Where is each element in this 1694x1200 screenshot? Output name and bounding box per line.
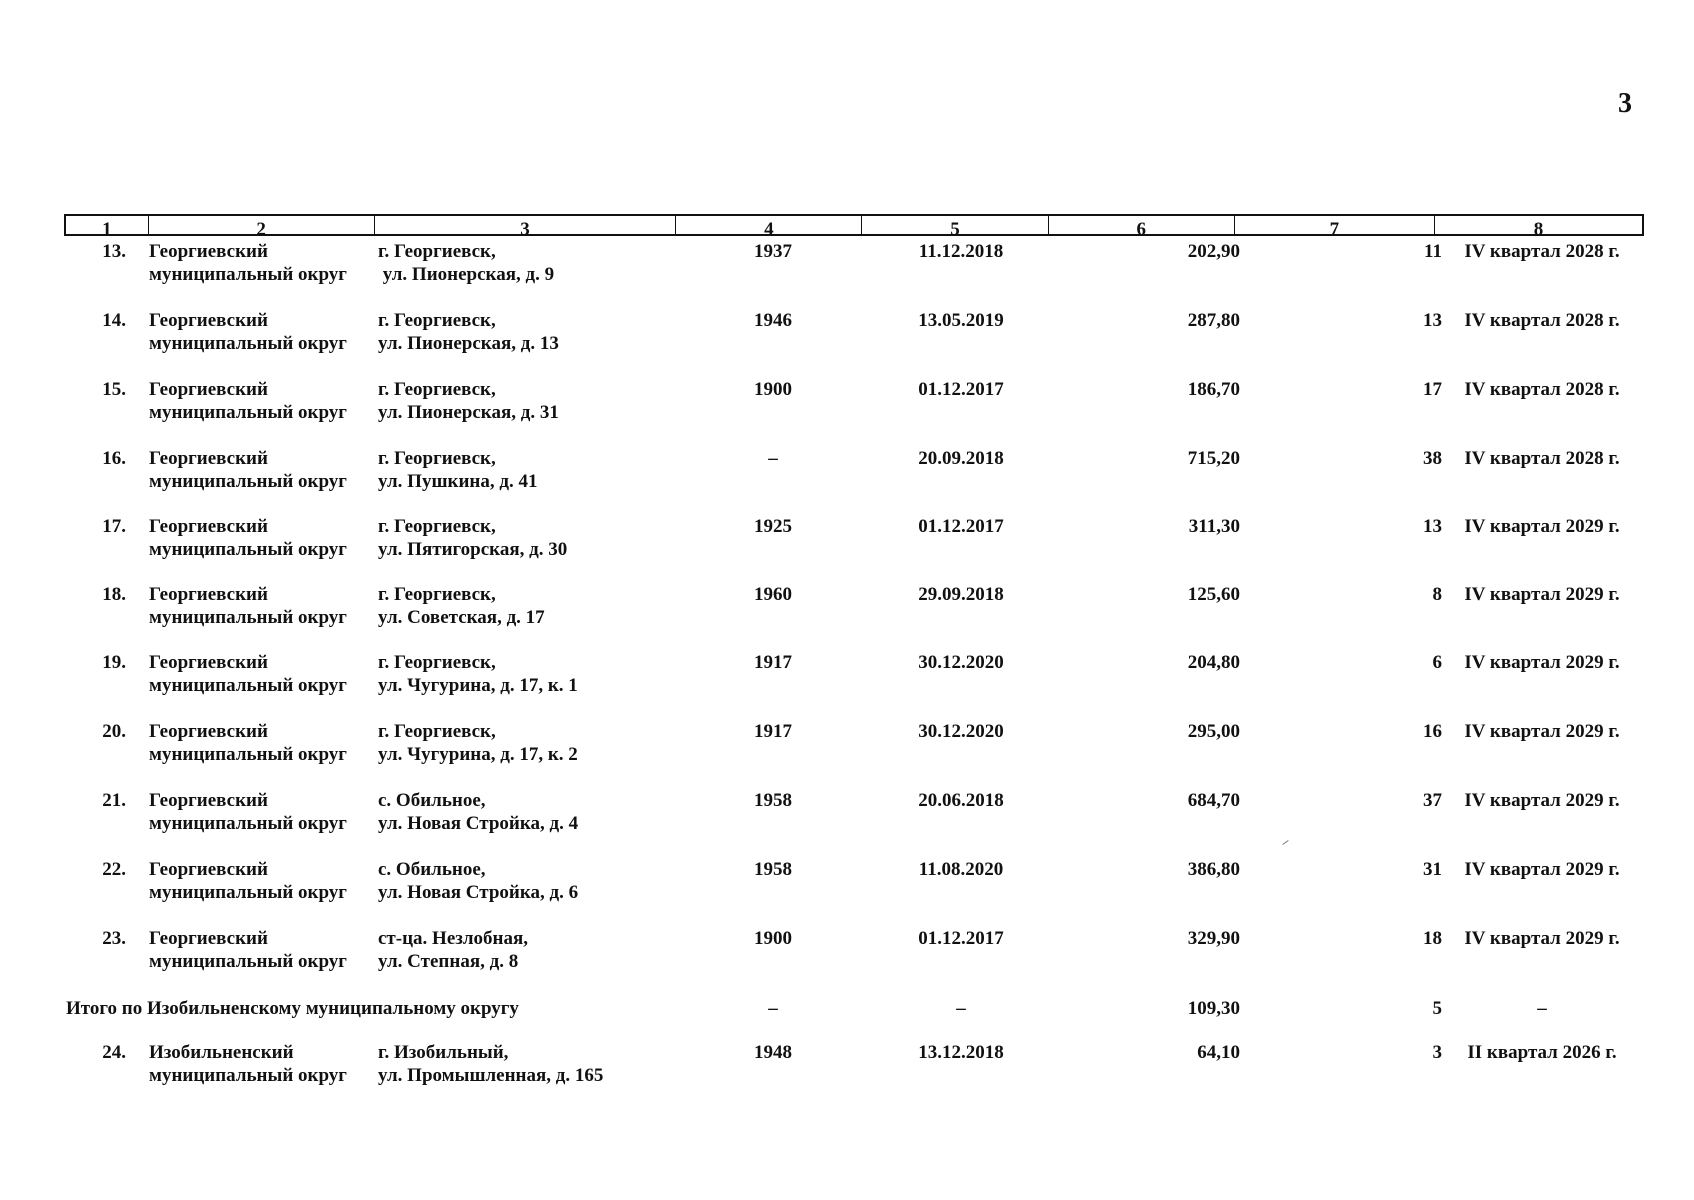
district-line-2: муниципальный округ <box>149 539 347 560</box>
address-line-2: ул. Пионерская, д. 9 <box>378 264 555 285</box>
area: 125,60 <box>1187 584 1240 605</box>
table-row <box>0 583 1694 643</box>
table-row <box>0 720 1694 780</box>
row-number: 20. <box>102 721 126 742</box>
area: 287,80 <box>1187 310 1240 331</box>
total-residents: 5 <box>1432 998 1442 1019</box>
district-line-2: муниципальный округ <box>149 1065 347 1086</box>
district-name <box>149 240 347 286</box>
row-number: 24. <box>102 1042 126 1063</box>
address-line-2: ул. Советская, д. 17 <box>378 607 545 628</box>
district-line-2: муниципальный округ <box>149 333 347 354</box>
resettlement-term: IV квартал 2029 г. <box>1464 652 1620 673</box>
address <box>378 858 578 904</box>
header-col-4: 4 <box>676 216 862 236</box>
district-name <box>149 378 347 424</box>
district-line-2: муниципальный округ <box>149 744 347 765</box>
resettlement-term: IV квартал 2029 г. <box>1464 721 1620 742</box>
district-name <box>149 583 347 629</box>
recognition-date: 01.12.2017 <box>918 379 1004 400</box>
district-name <box>149 927 347 973</box>
area: 311,30 <box>1188 516 1240 537</box>
address-line-2: ул. Пятигорская, д. 30 <box>378 539 568 560</box>
resettlement-term: IV квартал 2029 г. <box>1464 584 1620 605</box>
header-col-6: 6 <box>1049 216 1235 236</box>
table-row <box>0 927 1694 987</box>
table-row <box>0 1041 1694 1101</box>
year-built: 1958 <box>754 790 792 811</box>
area: 204,80 <box>1187 652 1240 673</box>
residents-count: 31 <box>1423 859 1442 880</box>
total-row <box>0 997 1694 1025</box>
address-line-2: ул. Пионерская, д. 13 <box>378 333 559 354</box>
district-line-1: Георгиевский <box>149 516 268 537</box>
row-number: 15. <box>102 379 126 400</box>
address-line-1: г. Георгиевск, <box>378 310 496 331</box>
recognition-date: 13.05.2019 <box>918 310 1004 331</box>
district-line-1: Георгиевский <box>149 241 268 262</box>
table-row <box>0 515 1694 575</box>
residents-count: 8 <box>1432 584 1442 605</box>
resettlement-term: IV квартал 2029 г. <box>1464 859 1620 880</box>
header-col-2: 2 <box>149 216 375 236</box>
header-col-3: 3 <box>375 216 677 236</box>
district-name <box>149 858 347 904</box>
district-line-1: Георгиевский <box>149 652 268 673</box>
address <box>378 583 545 629</box>
district-name <box>149 720 347 766</box>
resettlement-term: II квартал 2026 г. <box>1467 1042 1617 1063</box>
resettlement-term: IV квартал 2029 г. <box>1464 928 1620 949</box>
residents-count: 16 <box>1423 721 1442 742</box>
year-built: 1960 <box>754 584 792 605</box>
district-name <box>149 1041 347 1087</box>
area: 64,10 <box>1197 1042 1240 1063</box>
area: 295,00 <box>1187 721 1240 742</box>
district-line-2: муниципальный округ <box>149 607 347 628</box>
header-col-5: 5 <box>862 216 1048 236</box>
district-line-1: Георгиевский <box>149 721 268 742</box>
year-built: 1917 <box>754 652 792 673</box>
residents-count: 18 <box>1423 928 1442 949</box>
table-row <box>0 240 1694 300</box>
address <box>378 515 567 561</box>
area: 715,20 <box>1187 448 1240 469</box>
residents-count: 13 <box>1423 516 1442 537</box>
address <box>378 447 537 493</box>
row-number: 17. <box>102 516 126 537</box>
district-line-2: муниципальный округ <box>149 951 347 972</box>
year-built: 1946 <box>754 310 792 331</box>
header-col-1: 1 <box>66 216 149 236</box>
table-row <box>0 447 1694 507</box>
district-line-2: муниципальный округ <box>149 402 347 423</box>
recognition-date: 20.06.2018 <box>918 790 1004 811</box>
header-col-7: 7 <box>1235 216 1435 236</box>
address <box>378 240 554 286</box>
address-line-1: г. Георгиевск, <box>378 584 496 605</box>
row-number: 16. <box>102 448 126 469</box>
table-row <box>0 651 1694 711</box>
year-built: 1900 <box>754 379 792 400</box>
row-number: 21. <box>102 790 126 811</box>
address-line-2: ул. Степная, д. 8 <box>378 951 519 972</box>
area: 684,70 <box>1187 790 1240 811</box>
row-number: 23. <box>102 928 126 949</box>
resettlement-term: IV квартал 2029 г. <box>1464 516 1620 537</box>
header-col-8: 8 <box>1533 219 1544 240</box>
total-date: – <box>956 998 966 1019</box>
row-number: 13. <box>102 241 126 262</box>
year-built: 1937 <box>754 241 792 262</box>
district-name <box>149 515 347 561</box>
residents-count: 11 <box>1424 241 1442 262</box>
row-number: 22. <box>102 859 126 880</box>
address-line-1: с. Обильное, <box>378 790 486 811</box>
resettlement-term: IV квартал 2028 г. <box>1464 379 1620 400</box>
address-line-2: ул. Пионерская, д. 31 <box>378 402 559 423</box>
table-row <box>0 378 1694 438</box>
address-line-1: г. Георгиевск, <box>378 652 496 673</box>
table-row <box>0 858 1694 918</box>
address-line-1: г. Георгиевск, <box>378 448 496 469</box>
address-line-1: г. Георгиевск, <box>378 379 496 400</box>
resettlement-term: IV квартал 2029 г. <box>1464 790 1620 811</box>
area: 386,80 <box>1187 859 1240 880</box>
row-number: 19. <box>102 652 126 673</box>
address-line-1: г. Изобильный, <box>378 1042 509 1063</box>
residents-count: 37 <box>1423 790 1442 811</box>
table-row <box>0 309 1694 369</box>
recognition-date: 29.09.2018 <box>918 584 1004 605</box>
address-line-2: ул. Чугурина, д. 17, к. 2 <box>378 744 578 765</box>
recognition-date: 01.12.2017 <box>918 928 1004 949</box>
district-name <box>149 309 347 355</box>
district-name <box>149 789 347 835</box>
address-line-2: ул. Чугурина, д. 17, к. 1 <box>378 675 578 696</box>
year-built: 1917 <box>754 721 792 742</box>
district-line-1: Георгиевский <box>149 379 268 400</box>
district-line-1: Георгиевский <box>149 310 268 331</box>
total-term: – <box>1537 998 1547 1019</box>
total-area: 109,30 <box>1187 998 1240 1019</box>
district-line-2: муниципальный округ <box>149 882 347 903</box>
district-name <box>149 447 347 493</box>
area: 186,70 <box>1187 379 1240 400</box>
district-line-2: муниципальный округ <box>149 471 347 492</box>
year-built: – <box>768 448 778 469</box>
address-line-2: ул. Новая Стройка, д. 4 <box>378 813 579 834</box>
district-line-1: Георгиевский <box>149 448 268 469</box>
district-line-1: Георгиевский <box>149 928 268 949</box>
district-line-2: муниципальный округ <box>149 675 347 696</box>
residents-count: 3 <box>1432 1042 1442 1063</box>
district-line-1: Георгиевский <box>149 790 268 811</box>
district-line-1: Георгиевский <box>149 584 268 605</box>
recognition-date: 30.12.2020 <box>918 721 1004 742</box>
address-line-1: г. Георгиевск, <box>378 721 496 742</box>
year-built: 1900 <box>754 928 792 949</box>
residents-count: 6 <box>1432 652 1442 673</box>
address <box>378 378 559 424</box>
district-line-1: Георгиевский <box>149 859 268 880</box>
address-line-1: г. Георгиевск, <box>378 241 496 262</box>
residents-count: 13 <box>1423 310 1442 331</box>
address-line-1: г. Георгиевск, <box>378 516 496 537</box>
district-line-2: муниципальный округ <box>149 264 347 285</box>
year-built: 1925 <box>754 516 792 537</box>
address <box>378 651 578 697</box>
year-built: 1958 <box>754 859 792 880</box>
address <box>378 1041 603 1087</box>
address-line-2: ул. Пушкина, д. 41 <box>378 471 538 492</box>
recognition-date: 01.12.2017 <box>918 516 1004 537</box>
recognition-date: 13.12.2018 <box>918 1042 1004 1063</box>
address-line-1: ст-ца. Незлобная, <box>378 928 529 949</box>
table-row <box>0 789 1694 849</box>
resettlement-term: IV квартал 2028 г. <box>1464 310 1620 331</box>
resettlement-term: IV квартал 2028 г. <box>1464 241 1620 262</box>
row-number: 18. <box>102 584 126 605</box>
resettlement-term: IV квартал 2028 г. <box>1464 448 1620 469</box>
district-line-2: муниципальный округ <box>149 813 347 834</box>
address-line-1: с. Обильное, <box>378 859 486 880</box>
residents-count: 17 <box>1423 379 1442 400</box>
total-label: Итого по Изобильненскому муниципальному округу <box>66 998 519 1019</box>
district-line-1: Изобильненский <box>149 1042 294 1063</box>
address <box>378 720 578 766</box>
area: 202,90 <box>1187 241 1240 262</box>
recognition-date: 20.09.2018 <box>918 448 1004 469</box>
year-built: 1948 <box>754 1042 792 1063</box>
address-line-2: ул. Новая Стройка, д. 6 <box>378 882 579 903</box>
address <box>378 789 578 835</box>
residents-count: 38 <box>1423 448 1442 469</box>
row-number: 14. <box>102 310 126 331</box>
total-year: – <box>768 998 778 1019</box>
district-name <box>149 651 347 697</box>
page-number: 3 <box>1618 88 1632 119</box>
address <box>378 309 559 355</box>
area: 329,90 <box>1187 928 1240 949</box>
table-header-row <box>64 214 1644 240</box>
address <box>378 927 528 973</box>
recognition-date: 11.12.2018 <box>918 241 1004 262</box>
recognition-date: 30.12.2020 <box>918 652 1004 673</box>
address-line-2: ул. Промышленная, д. 165 <box>378 1065 604 1086</box>
recognition-date: 11.08.2020 <box>918 859 1004 880</box>
